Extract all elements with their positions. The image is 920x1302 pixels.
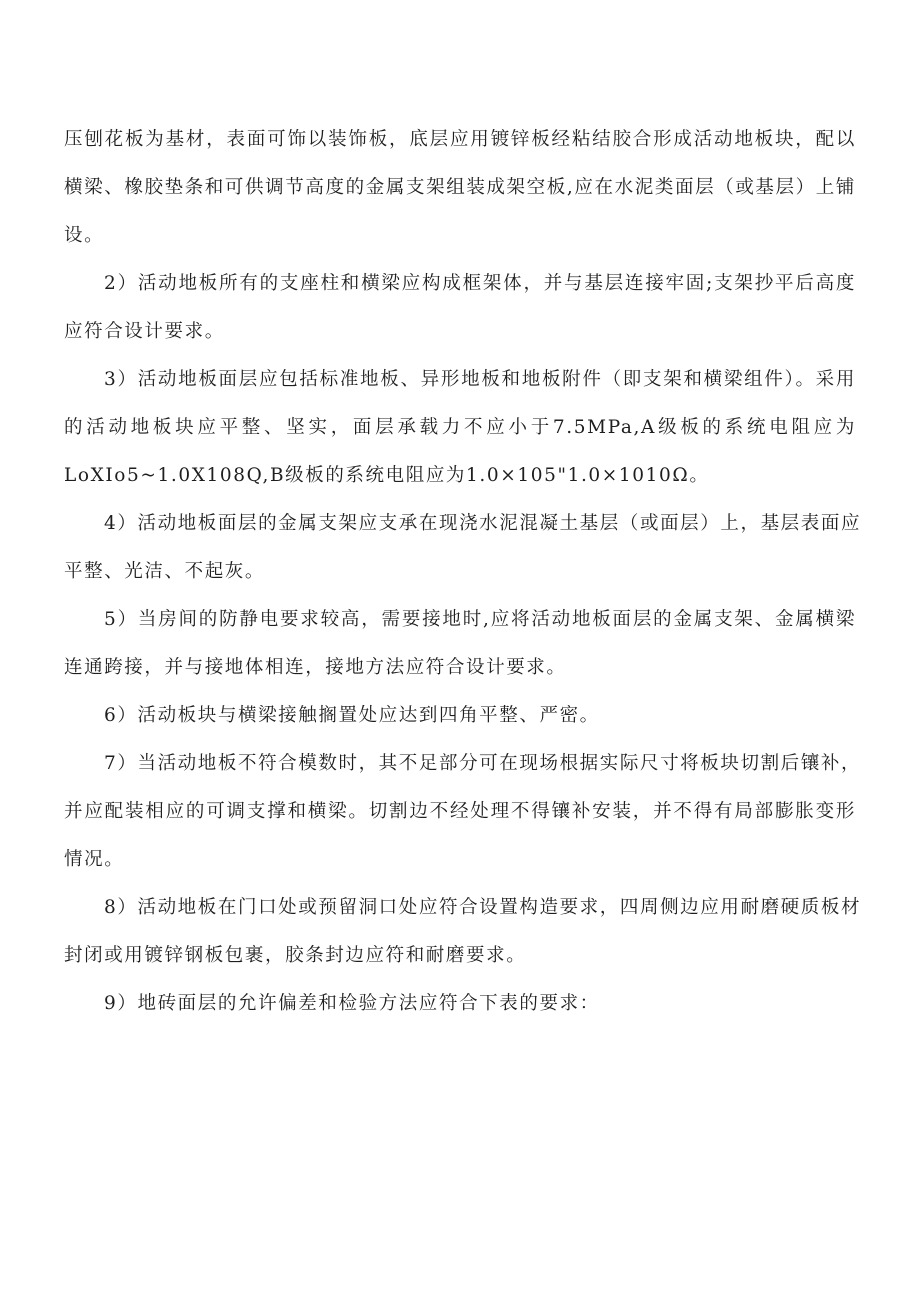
paragraph-item-7	[64, 740, 862, 884]
paragraph-item-8	[64, 884, 862, 980]
text-line: 的活动地板块应平整、坚实，面层承载力不应小于7.5MPa,A级板的系统电阻应为	[64, 417, 856, 438]
text-line: 压刨花板为基材，表面可饰以装饰板，底层应用镀锌板经粘结胶合形成活动地板块，配以	[64, 129, 856, 150]
text-line: LoXIo5~1.0X108Q,B级板的系统电阻应为1.0×105"1.0×1010Ω。	[64, 465, 710, 486]
text-line: 4）活动地板面层的金属支架应支承在现浇水泥混凝土基层（或面层）上，基层表面应	[104, 513, 862, 534]
text-line: 并应配装相应的可调支撑和横梁。切割边不经处理不得镶补安装，并不得有局部膨胀变形	[64, 801, 856, 822]
paragraph-item-3	[64, 356, 856, 500]
text-line: 5）当房间的防静电要求较高，需要接地时,应将活动地板面层的金属支架、金属横梁	[104, 609, 856, 630]
paragraph-continuation	[64, 116, 856, 260]
paragraph-item-2	[64, 260, 856, 356]
text-line: 设。	[64, 225, 105, 246]
paragraph-item-5	[64, 596, 856, 692]
paragraph-item-4	[64, 500, 862, 596]
text-line: 连通跨接，并与接地体相连，接地方法应符合设计要求。	[64, 657, 567, 678]
text-line: 平整、光洁、不起灰。	[64, 561, 266, 582]
text-line: 9）地砖面层的允许偏差和检验方法应符合下表的要求：	[104, 993, 600, 1014]
text-line: 情况。	[64, 849, 125, 870]
text-line: 封闭或用镀锌钢板包裹，胶条封边应符和耐磨要求。	[64, 945, 527, 966]
text-line: 应符合设计要求。	[64, 321, 225, 342]
text-line: 8）活动地板在门口处或预留洞口处应符合设置构造要求，四周侧边应用耐磨硬质板材	[104, 897, 862, 918]
paragraph-item-9	[64, 980, 856, 1028]
text-line: 横梁、橡胶垫条和可供调节高度的金属支架组装成架空板,应在水泥类面层（或基层）上铺	[64, 177, 856, 198]
document-body	[64, 116, 862, 1028]
text-line: 6）活动板块与横梁接触搁置处应达到四角平整、严密。	[104, 705, 600, 726]
paragraph-item-6	[64, 692, 856, 740]
text-line: 3）活动地板面层应包括标准地板、异形地板和地板附件（即支架和横梁组件）。采用	[104, 369, 856, 390]
text-line: 2）活动地板所有的支座柱和横梁应构成框架体，并与基层连接牢固;支架抄平后高度	[104, 273, 856, 294]
text-line: 7）当活动地板不符合模数时，其不足部分可在现场根据实际尺寸将板块切割后镶补，	[104, 753, 862, 774]
